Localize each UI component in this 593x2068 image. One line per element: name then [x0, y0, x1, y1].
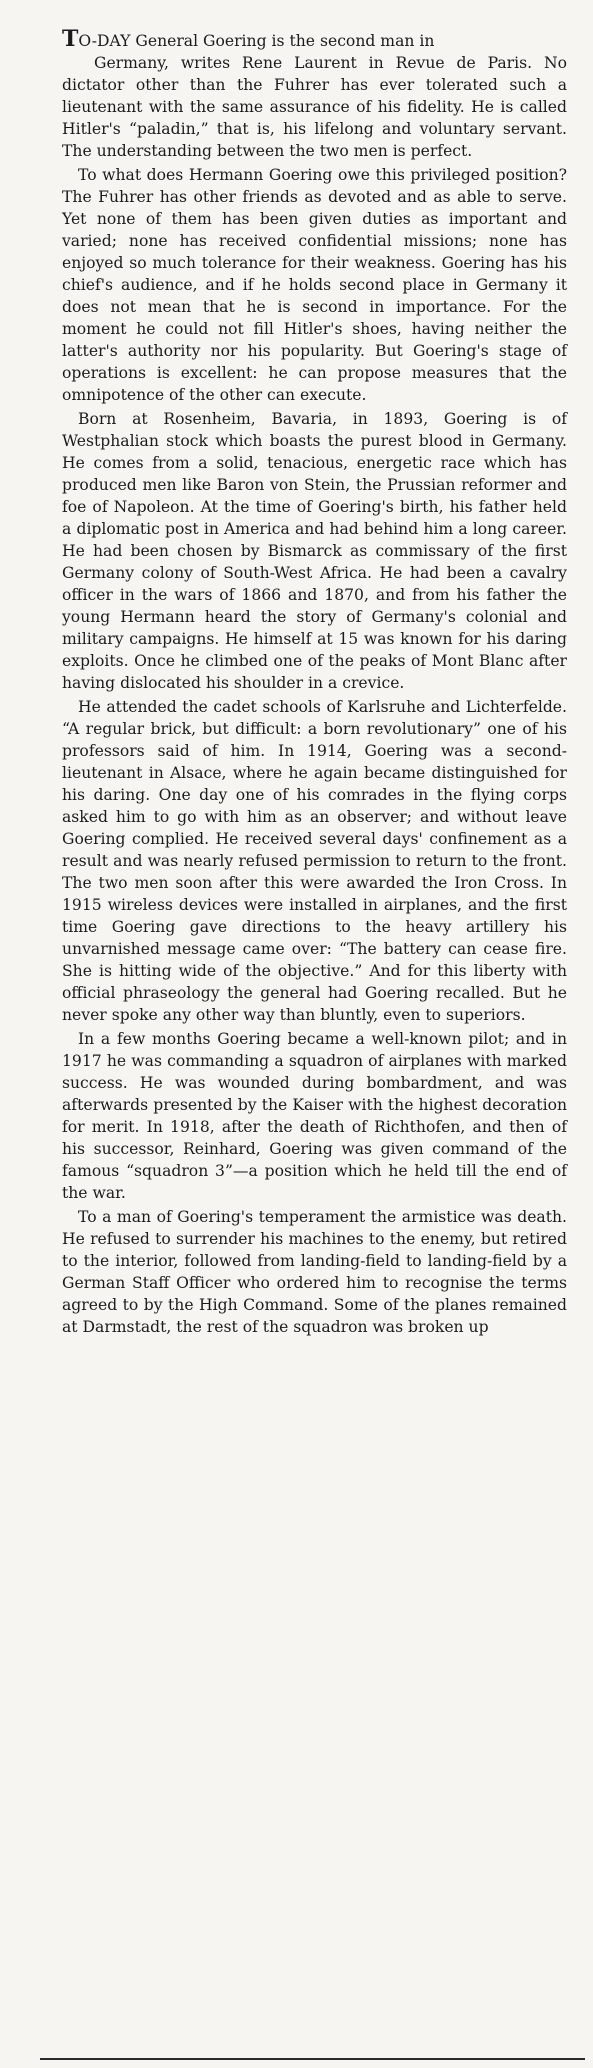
article-column — [62, 28, 567, 2046]
paragraph-birth-and-family: Born at Rosenheim, Bavaria, in 1893, Goering is of Westphalian stock which boasts the purest blood in Germany. He comes from a solid, tenacious, energetic race which has produced men like Baron von Stein, the Prussian reformer and foe of Napoleon. At the time of Goering's birth, his father held a diplomatic post in America and had behind him a long career. He had been chosen by Bismarck as commissary of the first Germany colony of South-West Africa. He had been a cavalry officer in the wars of 1866 and 1870, and from his father the young Hermann heard the story of Germany's colonial and military campaigns. He himself at 15 was known for his daring exploits. Once he climbed one of the peaks of Mont Blanc after having dislocated his shoulder in a crevice. — [62, 410, 567, 692]
lead-paragraph — [62, 28, 567, 162]
lead-paragraph-text: Germany, writes Rene Laurent in Revue de Paris. No dictator other than the Fuhrer has ever tolerated such a lieutenant with the same assurance of his fidelity. He is called Hitler's “paladin,” that is, his lifelong and voluntary servant. The understanding between the two men is perfect. — [62, 54, 567, 160]
paragraph-squadron-command: In a few months Goering became a well-known pilot; and in 1917 he was commanding a squadron of airplanes with marked success. He was wounded during bombardment, and was afterwards presented by the Kaiser with the highest decoration for merit. In 1918, after the death of Richthofen, and then of his successor, Reinhard, Goering was given command of the famous “squadron 3”—a position which he held till the end of the war. — [62, 1030, 567, 1202]
drop-cap: T — [62, 26, 79, 52]
paragraph-cadet-and-war: He attended the cadet schools of Karlsruhe and Lichterfelde. “A regular brick, but difficult: a born revolutionary” one of his professors said of him. In 1914, Goering was a second-lieutenant in Alsace, where he again became distinguished for his daring. One day one of his comrades in the flying corps asked him to go with him as an observer; and without leave Goering complied. He received several days' confinement as a result and was nearly refused permission to return to the front. The two men soon after this were awarded the Iron Cross. In 1915 wireless devices were installed in airplanes, and the first time Goering gave directions to the heavy artillery his unvarnished message came over: “The battery can cease fire. She is hitting wide of the objective.” And for this liberty with official phraseology the general had Goering recalled. But he never spoke any other way than bluntly, even to superiors. — [62, 698, 567, 1024]
paragraph-armistice: To a man of Goering's temperament the armistice was death. He refused to surrender his machines to the enemy, but retired to the interior, followed from landing-field to landing-field by a German Staff Officer who ordered him to recognise the terms agreed to by the High Command. Some of the planes remained at Darmstadt, the rest of the squadron was broken up — [62, 1208, 567, 1336]
bottom-rule — [40, 2058, 585, 2060]
lead-first-line — [62, 28, 567, 52]
paragraph-privileged-position: To what does Hermann Goering owe this privileged position? The Fuhrer has other friends as devoted and as able to serve. Yet none of them has been given duties as important and varied; none has received confidential missions; none has enjoyed so much tolerance for their weakness. Goering has his chief's audience, and if he holds second place in Germany it does not mean that he is second in importance. For the moment he could not fill Hitler's shoes, having neither the latter's authority nor his popularity. But Goering's stage of operations is excellent: he can propose measures that the omnipotence of the other can execute. — [62, 166, 567, 404]
lead-first-line-text: O-DAY General Goering is the second man in — [78, 32, 435, 50]
